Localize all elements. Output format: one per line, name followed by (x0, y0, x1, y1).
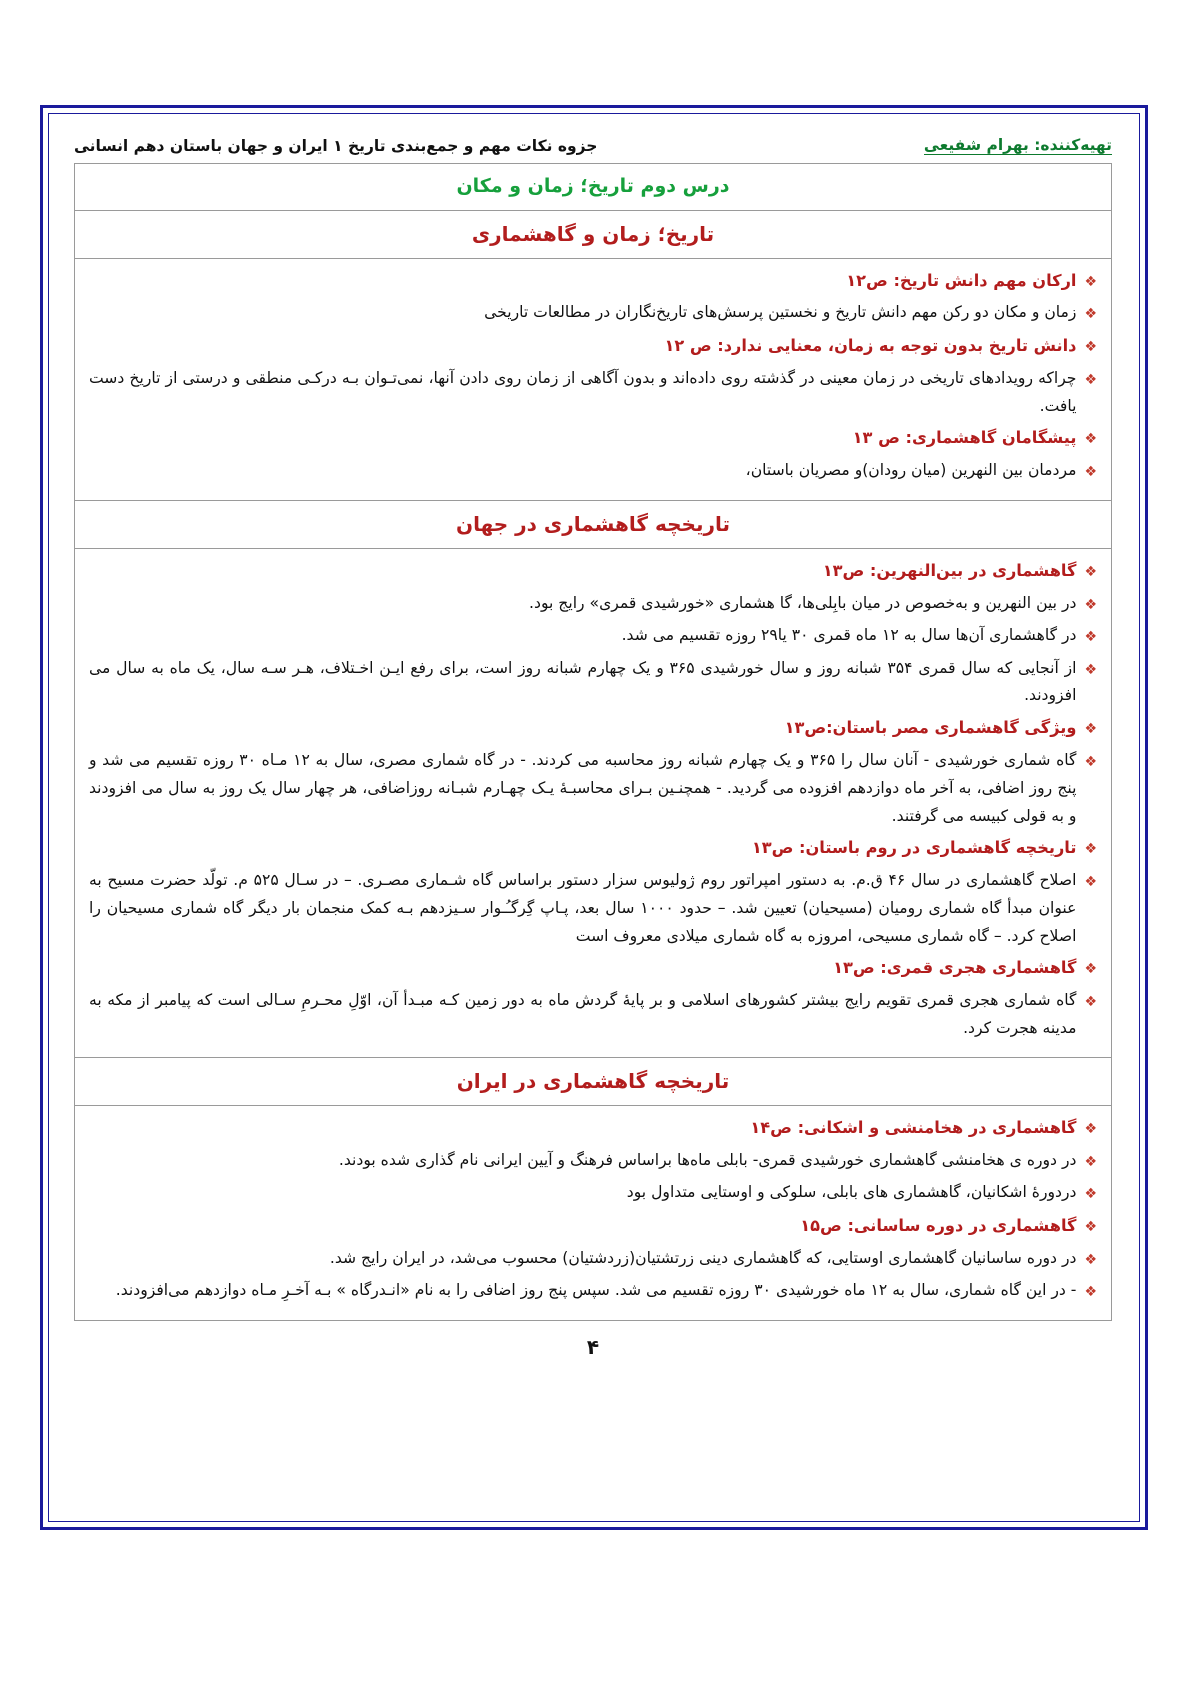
subsection-heading-item (89, 267, 1097, 296)
bullet-text: در دوره ی هخامنشی گاهشماری خورشیدی قمری- بابلی ماه‌ها براساس فرهنگ و آیین ایرانی نام گذاری شده بودند. (338, 1150, 1077, 1169)
section-body (75, 1106, 1111, 1320)
bullet-item (89, 1245, 1097, 1274)
bullet-text: در گاهشماری آن‌ها سال به ۱۲ ماه قمری ۳۰ یا۲۹ روزه تقسیم می شد. (621, 626, 1077, 645)
section-title-band: تاریخچه گاهشماری در جهان (75, 501, 1111, 549)
diamond-bullet-icon: ❖ (1084, 431, 1097, 448)
diamond-bullet-icon: ❖ (1084, 1284, 1097, 1301)
bullet-list (89, 1114, 1097, 1306)
subsection-heading-text: گاهشماری هجری قمری: ص۱۳ (833, 958, 1077, 978)
section-title-band: تاریخ؛ زمان و گاهشماری (75, 211, 1111, 259)
bullet-item (89, 867, 1097, 950)
bullet-item (89, 747, 1097, 830)
bullet-text: - در این گاه شماری، سال به ۱۲ ماه خورشیدی ۳۰ روزه تقسیم می شد. سپس پنج روز اضافی را به نام «انـدرگاه » بـه آخـرِ مـاه دوازدهم می‌افزودند. (115, 1281, 1077, 1300)
bullet-text: اصلاح گاهشماری در سال ۴۶ ق.م. به دستور امپراتور روم ژولیوس سزار دستور براساس گاه شـماری مصـری. – در سـال ۵۲۵ م. تولّد حضرت مسیح به عنوان مبدأ گاه شماری رومیان (مسیحیان) تعیین شد. – حدود ۱۰۰۰ سال بعد، پـاپ گِرگـُـوار سـیزدهم بـه کمک منجمان بار دیگر گاه شماری مسیحیان را اصلاح کرد. – گاه شماری مسیحی، امروزه به گاه شماری میلادی معروف است (89, 871, 1077, 945)
subsection-heading-item (89, 557, 1097, 586)
bullet-text: در دوره ساسانیان گاهشماری اوستایی، که گاهشماری دینی زرتشتیان(زردشتیان) محسوب می‌شد، در ایران رایج شد. (329, 1248, 1077, 1267)
notes-table (74, 163, 1112, 1321)
diamond-bullet-icon: ❖ (1084, 1251, 1097, 1268)
bullet-text: از آنجایی که سال قمری ۳۵۴ شبانه روز و سال خورشیدی ۳۶۵ و یک چهارم شبانه روز است، برای رفع ایـن اخـتلاف، هـر سـه سال، یک ماه به سال می افزودند. (89, 658, 1077, 705)
bullet-item (89, 365, 1097, 421)
bullet-item (89, 590, 1097, 619)
bullet-text: زمان و مکان دو رکن مهم دانش تاریخ و نخستین پرسش‌های تاریخ‌نگاران در مطالعات تاریخی (484, 303, 1077, 322)
section-body (75, 549, 1111, 1058)
subsection-heading-text: گاهشماری در بین‌النهرین: ص۱۳ (822, 560, 1077, 580)
bullet-list (89, 267, 1097, 486)
subsection-heading-text: گاهشماری در دوره ساسانی: ص۱۵ (800, 1215, 1077, 1235)
diamond-bullet-icon: ❖ (1084, 754, 1097, 771)
diamond-bullet-icon: ❖ (1084, 661, 1097, 678)
diamond-bullet-icon: ❖ (1084, 273, 1097, 290)
diamond-bullet-icon: ❖ (1084, 1218, 1097, 1235)
document-header (62, 122, 1124, 159)
diamond-bullet-icon: ❖ (1084, 994, 1097, 1011)
diamond-bullet-icon: ❖ (1084, 841, 1097, 858)
section-title-band: تاریخچه گاهشماری در ایران (75, 1058, 1111, 1106)
diamond-bullet-icon: ❖ (1084, 338, 1097, 355)
subsection-heading-item (89, 954, 1097, 983)
bullet-text: چراکه رویدادهای تاریخی در زمان معینی در گذشته روی داده‌اند و بدون آگاهی از زمان روی دادن آنها، نمی‌تـوان بـه درکـی منطقی و درستی از تاریخ دست یافت. (89, 368, 1077, 415)
author-credit: تهیه‌کننده: بهرام شفیعی (923, 136, 1112, 154)
subsection-heading-text: ارکان مهم دانش تاریخ: ص۱۲ (846, 270, 1077, 290)
diamond-bullet-icon: ❖ (1084, 721, 1097, 738)
bullet-item (89, 299, 1097, 328)
bullet-item (89, 1277, 1097, 1306)
bullet-text: در بین النهرین و به‌خصوص در میان بابِلی‌ها، گا هشماری «خورشیدی قمری» رایج بود. (529, 593, 1077, 612)
bullet-text: گاه شماری هجری قمری تقویم رایج بیشتر کشورهای اسلامی و بر پایۀ گردش ماه به دور زمین کـه مبـدأ آن، اوّلِ محـرمِ سـالی است که پیامبر از مکه به مدینه هجرت کرد. (89, 991, 1077, 1037)
diamond-bullet-icon: ❖ (1084, 1186, 1097, 1203)
subsection-heading-item (89, 714, 1097, 743)
subsection-heading-text: دانش تاریخ بدون توجه به زمان، معنایی ندارد: ص ۱۲ (664, 335, 1077, 355)
diamond-bullet-icon: ❖ (1084, 371, 1097, 388)
diamond-bullet-icon: ❖ (1084, 629, 1097, 646)
diamond-bullet-icon: ❖ (1084, 464, 1097, 481)
subsection-heading-item (89, 834, 1097, 863)
bullet-item (89, 1179, 1097, 1208)
subsection-heading-item (89, 1114, 1097, 1143)
bullet-item (89, 457, 1097, 486)
section-body (75, 259, 1111, 501)
bullet-item (89, 622, 1097, 651)
subsection-heading-item (89, 1212, 1097, 1241)
bullet-list (89, 557, 1097, 1043)
lesson-title-band: درس دوم تاریخ؛ زمان و مکان (75, 164, 1111, 211)
bullet-text: مردمان بین النهرین (میان رودان)و مصریان باستان، (745, 461, 1077, 480)
subsection-heading-text: ویژگی گاهشماری مصر باستان:ص۱۳ (784, 718, 1077, 738)
diamond-bullet-icon: ❖ (1084, 1120, 1097, 1137)
subsection-heading-text: پیشگامان گاهشماری: ص ۱۳ (852, 428, 1077, 448)
bullet-item (89, 1147, 1097, 1176)
bullet-item (89, 987, 1097, 1043)
sections-container (75, 211, 1111, 1320)
subsection-heading-item (89, 424, 1097, 453)
bullet-text: دردورۀ اشکانیان، گاهشماری های بابلی، سلوکی و اوستایی متداول بود (626, 1183, 1077, 1202)
page-number: ۴ (586, 1334, 600, 1359)
diamond-bullet-icon: ❖ (1084, 306, 1097, 323)
diamond-bullet-icon: ❖ (1084, 1153, 1097, 1170)
diamond-bullet-icon: ❖ (1084, 596, 1097, 613)
diamond-bullet-icon: ❖ (1084, 874, 1097, 891)
subsection-heading-item (89, 332, 1097, 361)
bullet-text: گاه شماری خورشیدی - آنان سال را ۳۶۵ و یک چهارم شبانه روز محاسبه می کردند. - در گاه شماری مصری، سال به ۱۲ مـاه ۳۰ روزه تقسیم می شد و پنج روز اضافی، به آخر ماه دوازدهم افزوده می گردید. - همچنـین بـرای محاسبـۀ یـک چهـارم شبـانه روزاضافی، هر چهار سال یک روز به سال می افزودند و به قولی کبیسه می گرفتند. (89, 751, 1077, 825)
diamond-bullet-icon: ❖ (1084, 563, 1097, 580)
document-content (62, 122, 1124, 1363)
subsection-heading-text: گاهشماری در هخامنشی و اشکانی: ص۱۴ (750, 1117, 1077, 1137)
subsection-heading-text: تاریخچه گاهشماری در روم باستان: ص۱۳ (751, 838, 1077, 858)
document-title: جزوه نکات مهم و جمع‌بندی تاریخ ۱ ایران و جهان باستان دهم انسانی (74, 137, 598, 155)
diamond-bullet-icon: ❖ (1084, 961, 1097, 978)
bullet-item (89, 655, 1097, 711)
